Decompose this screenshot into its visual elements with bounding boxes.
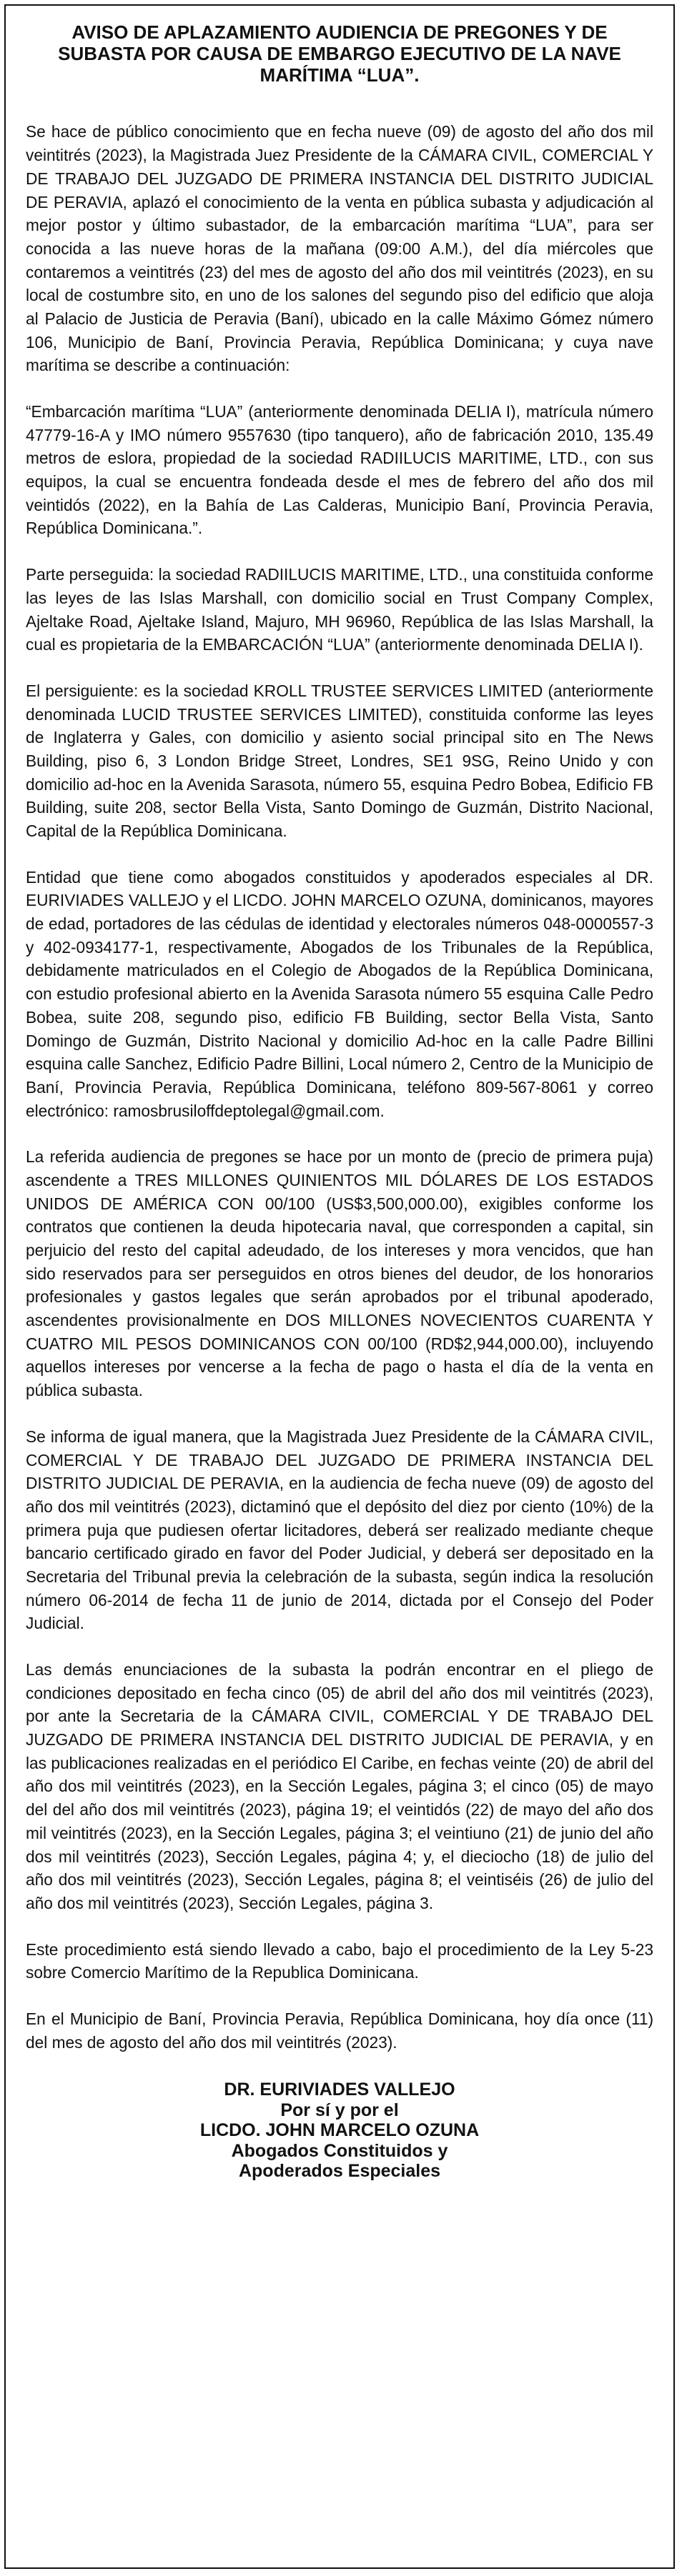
notice-frame (4, 4, 675, 2569)
paragraph-vessel-description: “Embarcación marítima “LUA” (anteriormente denominada DELIA I), matrícula número 47779-16-A y IMO número 9557630 (tipo tanquero), año de fabricación 2010, 135.49 metros de eslora, propiedad de la sociedad RADIILUCIS MARITIME, LTD., con sus equipos, la cual se encuentra fondeada desde el mes de febrero del año dos mil veintidós (2022), en la Bahía de Las Calderas, Municipio Baní, Provincia Peravia, República Dominicana.”. (26, 402, 653, 538)
notice-body (26, 120, 653, 2181)
paragraph-date-place: En el Municipio de Baní, Provincia Peravia, República Dominicana, hoy día once (11) del mes de agosto del año dos mil veintitrés (2023). (26, 2009, 653, 2052)
paragraph-deposit: Se informa de igual manera, que la Magistrada Juez Presidente de la CÁMARA CIVIL, COMERCIAL Y DE TRABAJO DEL JUZGADO DE PRIMERA INSTANCIA DEL DISTRITO JUDICIAL DE PERAVIA, en la audiencia de fecha nueve (09) de agosto del año dos mil veintitrés (2023), dictaminó que el depósito del diez por ciento (10%) de la primera puja que pudiesen ofertar licitadores, deberá ser realizado mediante cheque bancario certificado girado en favor del Poder Judicial, y deberá ser depositado en la Secretaria del Tribunal previa la celebración de la subasta, según indica la resolución número 06-2014 de fecha 11 de junio de 2014, dictada por el Consejo del Poder Judicial. (26, 1427, 653, 1633)
signature-line: Apoderados Especiales (238, 2161, 441, 2182)
paragraph-amount: La referida audiencia de pregones se hace por un monto de (precio de primera puja) ascendente a TRES MILLONES QUINIENTOS MIL DÓLARES DE LOS ESTADOS UNIDOS DE AMÉRICA CON 00/100 (US$3,500,000.00), exigibles conforme los contratos que contienen la deuda hipotecaria naval, que corresponden a capital, sin perjuicio del resto del capital adeudado, de los intereses y mora vencidos, que han sido reservados para ser perseguidos en otros bienes del deudor, de los honorarios profesionales y gastos legales que serán aprobados por el tribunal apoderado, ascendentes provisionalmente en DOS MILLONES NOVECIENTOS CUARENTA Y CUATRO MIL PESOS DOMINICANOS CON 00/100 (RD$2,944,000.00), incluyendo aquellos intereses por vencerse a la fecha de pago o hasta el día de la venta en pública subasta. (26, 1147, 653, 1400)
paragraph-announcement: Se hace de público conocimiento que en fecha nueve (09) de agosto del año dos mil veintitrés (2023), la Magistrada Juez Presidente de la CÁMARA CIVIL, COMERCIAL Y DE TRABAJO DEL JUZGADO DE PRIMERA INSTANCIA DEL DISTRITO JUDICIAL DE PERAVIA, aplazó el conocimiento de la venta en pública subasta y adjudicación al mejor postor y último subastador, de la embarcación marítima “LUA”, para ser conocida a las nueve horas de la mañana (09:00 A.M.), del día miércoles que contaremos a veintitrés (23) del mes de agosto del año dos mil veintitrés (2023), en su local de costumbre sito, en uno de los salones del segundo piso del edificio que aloja al Palacio de Justicia de Peravia (Baní), ubicado en la calle Máximo Gómez número 106, Municipio de Baní, Provincia Peravia, República Dominicana; y cuya nave marítima se describe a continuación: (26, 122, 653, 375)
paragraph-publications: Las demás enunciaciones de la subasta la podrán encontrar en el pliego de condiciones depositado en fecha cinco (05) de abril del año dos mil veintitrés (2023), por ante la Secretaria de la CÁMARA CIVIL, COMERCIAL Y DE TRABAJO DEL JUZGADO DE PRIMERA INSTANCIA DEL DISTRITO JUDICIAL DE PERAVIA, y en las publicaciones realizadas en el periódico El Caribe, en fechas veinte (20) de abril del año dos mil veintitrés (2023), en la Sección Legales, página 3; el cinco (05) de mayo del del año dos mil veintitrés (2023), página 19; el veintidós (22) de mayo del año dos mil veintitrés (2023), en la Sección Legales, página 3; el veintiuno (21) de junio del año dos mil veintitrés (2023), Sección Legales, página 4; y, el dieciocho (18) de julio del año dos mil veintitrés (2023), Sección Legales, página 8; el veintiséis (26) de julio del año dos mil veintitrés (2023), Sección Legales, página 3. (26, 1660, 653, 1912)
signature-block (26, 2080, 653, 2182)
paragraph-law: Este procedimiento está siendo llevado a cabo, bajo el procedimiento de la Ley 5-23 sobre Comercio Marítimo de la Republica Dominicana. (26, 1940, 653, 1982)
signature-line: LICDO. JOHN MARCELO OZUNA (199, 2120, 480, 2141)
signature-line: Por sí y por el (280, 2100, 399, 2120)
paragraph-pursuing-party: El persiguiente: es la sociedad KROLL TRUSTEE SERVICES LIMITED (anteriormente denominada LUCID TRUSTEE SERVICES LIMITED), constituida conforme las leyes de Inglaterra y Gales, con domicilio y asiento social principal sito en The News Building, piso 6, 3 London Bridge Street, Londres, SE1 9SG, Reino Unido y con domicilio ad-hoc en la Avenida Sarasota, número 55, esquina Pedro Bobea, Edificio FB Building, suite 208, sector Bella Vista, Santo Domingo de Guzmán, Distrito Nacional, Capital de la República Dominicana. (26, 681, 653, 841)
signature-line: Abogados Constituidos y (231, 2140, 448, 2161)
notice-title: AVISO DE APLAZAMIENTO AUDIENCIA DE PREGONES Y DE SUBASTA POR CAUSA DE EMBARGO EJECUTIVO DE LA NAVE MARÍTIMA “LUA”. (58, 21, 621, 86)
paragraph-attorneys: Entidad que tiene como abogados constituidos y apoderados especiales al DR. EURIVIADES VALLEJO y el LICDO. JOHN MARCELO OZUNA, dominicanos, mayores de edad, portadores de las cédulas de identidad y electorales números 048-0000557-3 y 402-0934177-1, respectivamente, Abogados de los Tribunales de la República, debidamente matriculados en el Colegio de Abogados de la República Dominicana, con estudio profesional abierto en la Avenida Sarasota número 55 esquina Calle Pedro Bobea, suite 208, segundo piso, edificio FB Building, sector Bella Vista, Santo Domingo de Guzmán, Distrito Nacional y domicilio Ad-hoc en la calle Padre Billini esquina calle Sanchez, Edificio Padre Billini, Local número 2, Centro de la Municipio de Baní, Provincia Peravia, República Dominicana, teléfono 809-567-8061 y correo electrónico: ramosbrusiloffdeptolegal@gmail.com. (26, 867, 653, 1120)
paragraph-pursued-party: Parte perseguida: la sociedad RADIILUCIS MARITIME, LTD., una constituida conforme las leyes de las Islas Marshall, con domicilio social en Trust Company Complex, Ajeltake Road, Ajeltake Island, Majuro, MH 96960, República de las Islas Marshall, la cual es propietaria de la EMBARCACIÓN “LUA” (anteriormente denominada DELIA I). (26, 565, 653, 654)
signature-line: DR. EURIVIADES VALLEJO (224, 2080, 455, 2100)
